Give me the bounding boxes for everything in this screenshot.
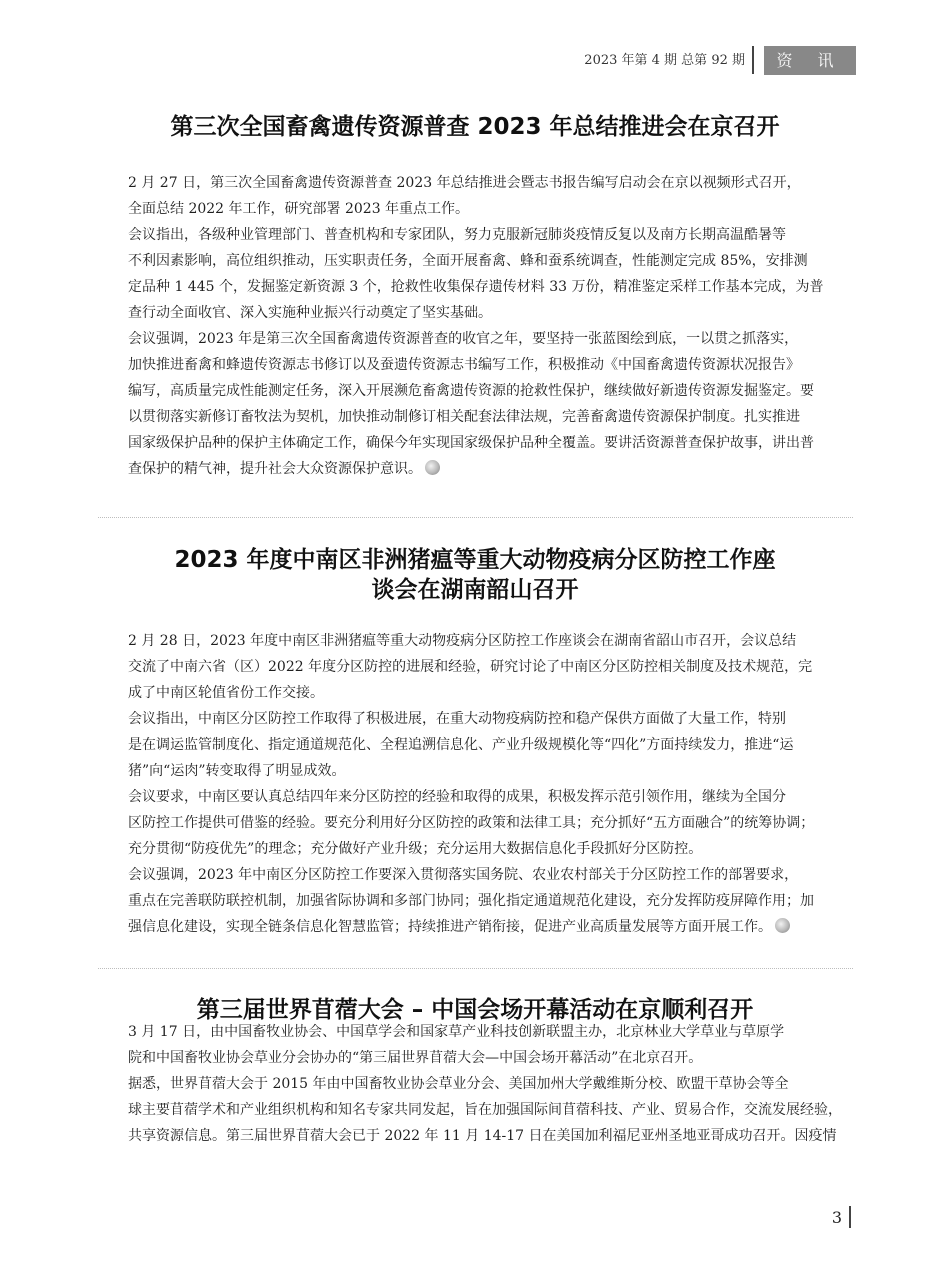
article-3-paragraph-1: 3 月 17 日，由中国畜牧业协会、中国草学会和国家草产业科技创新联盟主办，北京林业大学草业与草原学 院和中国畜牧业协会草业分会协办的“第三届世界苜蓿大会—中国会场开幕活动”在北京召开。 <box>128 1024 785 1066</box>
article-1-paragraph-3: 会议强调，2023 年是第三次全国畜禽遗传资源普查的收官之年，要坚持一张蓝图绘到底，一以贯之抓落实， 加快推进畜禽和蜂遗传资源志书修订以及蚕遗传资源志书编写工作，积极推动《中国畜禽遗传资源状况报告》 编写，高质量完成性能测定任务，深入开展濒危畜禽遗传资源的抢救性保护，继续做好新遗传资源发掘鉴定。要 以贯彻落实新修订畜牧法为契机，加快推动制修订相关配套法律法规，完善畜禽遗传资源保护制度。扎实推进 国家级保护品种的保护主体确定工作，确保今年实现国家级保护品种全覆盖。要讲活资源普查保护故事，讲出普 查保护的精气神，提升社会大众资源保护意识。 <box>128 331 814 477</box>
page-number: 3 <box>831 1208 842 1227</box>
header-divider <box>752 46 754 74</box>
article-2-body <box>98 628 855 940</box>
article-1-paragraph-1: 2 月 27 日，第三次全国畜禽遗传资源普查 2023 年总结推进会暨志书报告编写启动会在京以视频形式召开， 全面总结 2022 年工作，研究部署 2023 年重点工作。 <box>128 175 801 217</box>
page-number-bar <box>849 1206 851 1228</box>
article-2-paragraph-1: 2 月 28 日，2023 年度中南区非洲猪瘟等重大动物疫病分区防控工作座谈会在湖南省韶山市召开，会议总结 交流了中南六省（区）2022 年度分区防控的进展和经验，研究讨论了中南区分区防控相关制度及技术规范，完 成了中南区轮值省份工作交接。 <box>128 633 813 701</box>
article-1-body <box>98 170 855 482</box>
article-2-paragraph-2: 会议指出，中南区分区防控工作取得了积极进展，在重大动物疫病防控和稳产保供方面做了大量工作，特别 是在调运监管制度化、指定通道规范化、全程追溯信息化、产业升级规模化等“四化”方面持续发力，推进“运 猪”向“运肉”转变取得了明显成效。 <box>128 711 794 779</box>
article-3-paragraph-2: 据悉，世界苜蓿大会于 2015 年由中国畜牧业协会草业分会、美国加州大学戴维斯分校、欧盟干草协会等全 球主要苜蓿学术和产业组织机构和知名专家共同发起，旨在加强国际间苜蓿科技、产业、贸易合作，交流发展经验， 共享资源信息。第三届世界苜蓿大会已于 2022 年 11 月 14-17 日在美国加利福尼亚州圣地亚哥成功召开。因疫情 <box>128 1076 842 1144</box>
section-divider <box>98 517 853 518</box>
article-2-paragraph-3: 会议要求，中南区要认真总结四年来分区防控的经验和取得的成果，积极发挥示范引领作用，继续为全国分 区防控工作提供可借鉴的经验。要充分利用好分区防控的政策和法律工具；充分抓好“五方面融合”的统筹协调； 充分贯彻“防疫优先”的理念；充分做好产业升级；充分运用大数据信息化手段抓好分区防控。 <box>128 789 815 857</box>
article-end-icon <box>775 918 790 933</box>
issue-info: 2023 年第 4 期 总第 92 期 <box>584 53 745 68</box>
article-2-title-line-2: 谈会在湖南韶山召开 <box>371 577 579 603</box>
article-3-title: 第三届世界苜蓿大会 – 中国会场开幕活动在京顺利召开 <box>196 997 754 1023</box>
article-end-icon <box>425 460 440 475</box>
article-2-paragraph-4: 会议强调，2023 年中南区分区防控工作要深入贯彻落实国务院、农业农村部关于分区防控工作的部署要求， 重点在完善联防联控机制，加强省际协调和多部门协同；强化指定通道规范化建设，充分发挥防疫屏障作用；加 强信息化建设，实现全链条信息化智慧监管；持续推进产销衔接，促进产业高质量发展等方面开展工作。 <box>128 867 814 935</box>
column-badge: 资 讯 <box>764 46 856 75</box>
article-2-title-line-1: 2023 年度中南区非洲猪瘟等重大动物疫病分区防控工作座 <box>174 547 776 573</box>
article-1-title: 第三次全国畜禽遗传资源普查 2023 年总结推进会在京召开 <box>170 114 780 140</box>
section-divider <box>98 968 853 969</box>
article-3-body <box>98 1019 855 1149</box>
article-1-paragraph-2: 会议指出，各级种业管理部门、普查机构和专家团队，努力克服新冠肺炎疫情反复以及南方长期高温酷暑等 不利因素影响，高位组织推动，压实职责任务，全面开展畜禽、蜂和蚕系统调查，性能测定完成 85%，安排测 定品种 1 445 个，发掘鉴定新资源 3 个，抢救性收集保存遗传材料 33 万份，精准鉴定采样工作基本完成，为普 查行动全面收官、深入实施种业振兴行动奠定了坚实基础。 <box>128 227 824 321</box>
